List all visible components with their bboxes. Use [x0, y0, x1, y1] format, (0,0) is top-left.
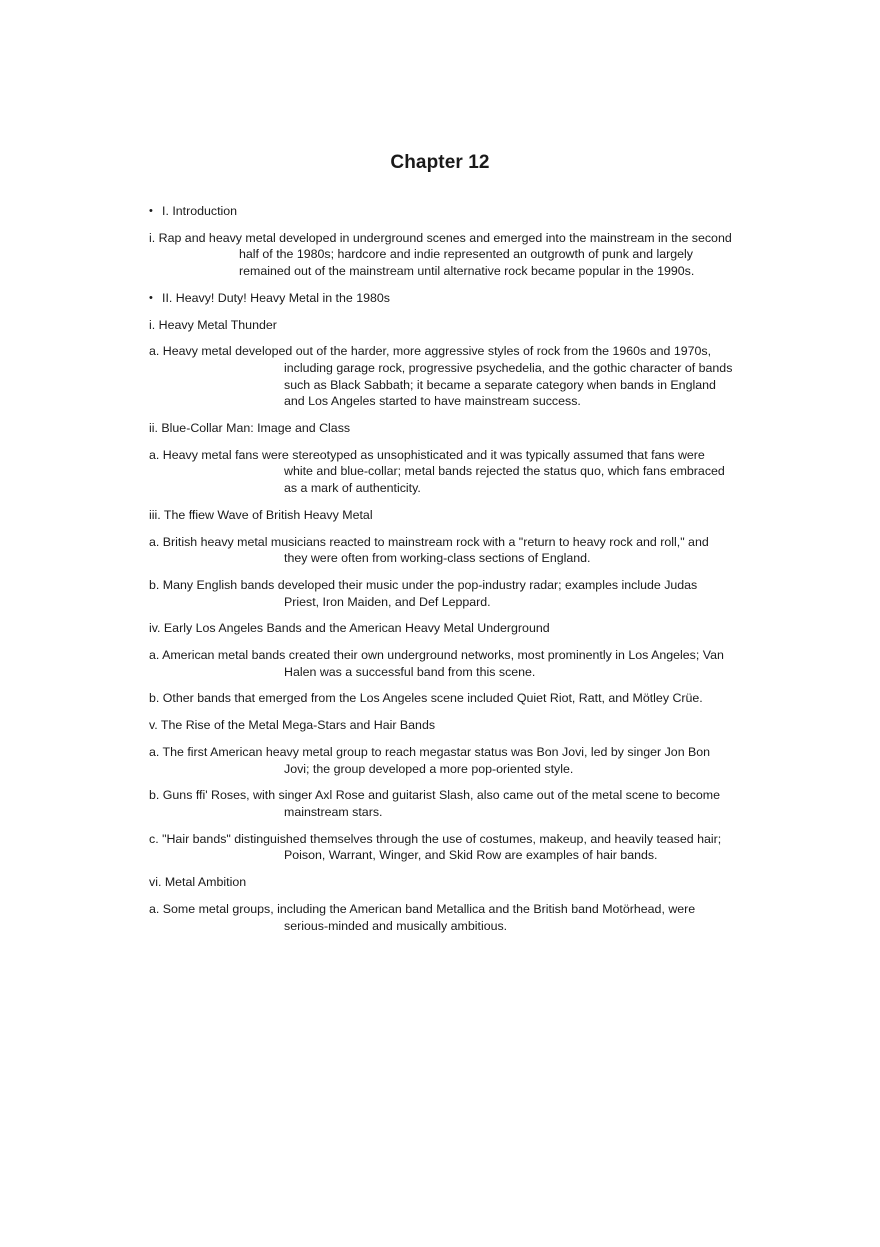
outline-item: b. Many English bands developed their music under the pop-industry radar; examples include Judas Priest, Iron Maiden, and Def Leppard. [149, 577, 698, 609]
subheading-mega-stars-hair-bands: v. The Rise of the Metal Mega-Stars and Hair Bands [149, 718, 436, 733]
outline-item: a. British heavy metal musicians reacted to mainstream rock with a "return to heavy rock and roll," and they were often from working-class sections of England. [149, 534, 709, 566]
outline-item: a. Some metal groups, including the American band Metallica and the British band Motörhead, were serious-minded and musically ambitious. [149, 901, 696, 933]
chapter-title: Chapter 12 [390, 152, 490, 173]
subheading-heavy-metal-thunder: i. Heavy Metal Thunder [149, 317, 277, 332]
outline-item: b. Other bands that emerged from the Los Angeles scene included Quiet Riot, Ratt, and Mötley Crüe. [149, 691, 703, 706]
subheading-metal-ambition: vi. Metal Ambition [149, 875, 247, 890]
subheading-los-angeles-bands: iv. Early Los Angeles Bands and the American Heavy Metal Underground [149, 621, 550, 636]
subheading-new-wave-british: iii. The ffiew Wave of British Heavy Metal [149, 507, 373, 522]
subheading-blue-collar-man: ii. Blue-Collar Man: Image and Class [149, 421, 351, 436]
outline-item: a. Heavy metal developed out of the harder, more aggressive styles of rock from the 1960s and 1970s, including garage rock, progressive psychedelia, and the gothic character of bands such as Black Sabbath; it became a separate category when bands in England and Los Angeles started to have mainstream success. [149, 344, 733, 409]
intro-paragraph: i. Rap and heavy metal developed in underground scenes and emerged into the mainstream in the second half of the 1980s; hardcore and indie represented an outgrowth of punk and largely remained out of the mainstream until alternative rock became popular in the 1990s. [149, 230, 732, 279]
outline-item: a. Heavy metal fans were stereotyped as unsophisticated and it was typically assumed that fans were white and blue-collar; metal bands rejected the status quo, which fans embraced as a mark of authenticity. [149, 447, 725, 496]
section-heading-label: II. Heavy! Duty! Heavy Metal in the 1980s [162, 290, 390, 305]
bullet-icon: • [149, 205, 153, 217]
chapter-outline [149, 203, 734, 944]
section-heading-introduction [149, 203, 734, 220]
bullet-icon: • [149, 291, 153, 304]
section-heading-heavy-metal [149, 290, 734, 307]
section-heading-label: I. Introduction [162, 204, 238, 218]
outline-item: c. "Hair bands" distinguished themselves through the use of costumes, makeup, and heavily teased hair; Poison, Warrant, Winger, and Skid Row are examples of hair bands. [149, 831, 722, 863]
outline-item: b. Guns ffi' Roses, with singer Axl Rose and guitarist Slash, also came out of the metal scene to become mainstream stars. [149, 788, 721, 819]
outline-item: a. American metal bands created their own underground networks, most prominently in Los Angeles; Van Halen was a successful band from this scene. [149, 648, 724, 679]
outline-item: a. The first American heavy metal group to reach megastar status was Bon Jovi, led by singer Jon Bon Jovi; the group developed a more pop-oriented style. [149, 744, 711, 776]
